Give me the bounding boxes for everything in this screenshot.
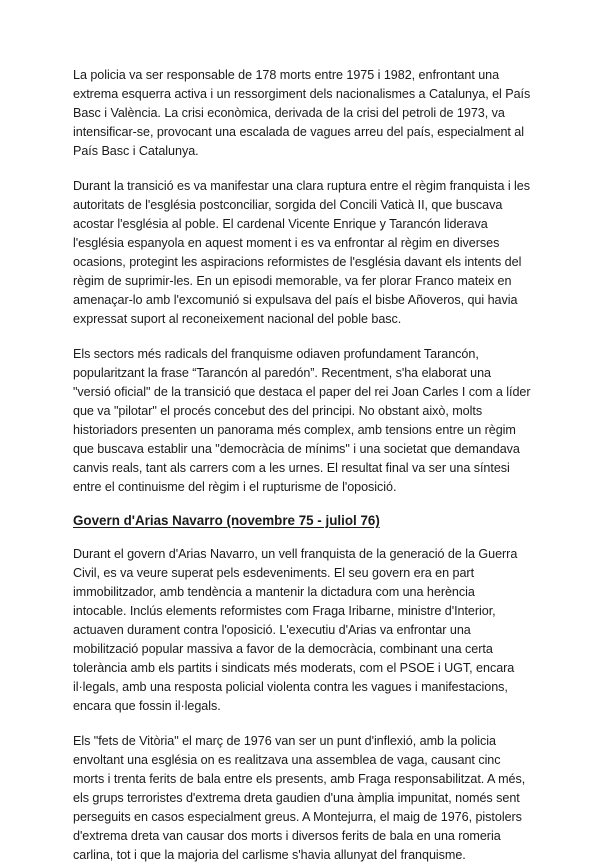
section-heading-arias-navarro: Govern d'Arias Navarro (novembre 75 - juliol 76) [73, 513, 380, 528]
document-page [73, 66, 531, 865]
paragraph-police-crisis: La policia va ser responsable de 178 morts entre 1975 i 1982, enfrontant una extrema esquerra activa i un ressorgiment dels nacionalismes a Catalunya, el País Basc i València. La crisi econòmica, derivada de la crisi del petroli de 1973, va intensificar-se, provocant una escalada de vagues arreu del país, especialment al País Basc i Catalunya. [73, 68, 531, 158]
paragraph-arias-government: Durant el govern d'Arias Navarro, un vell franquista de la generació de la Guerra Civil, es va veure superat pels esdeveniments. El seu govern era en part immobilitzador, amb tendència a mantenir la dictadura com una herència intocable. Inclús elements reformistes com Fraga Iribarne, ministre d'Interior, actuaven durament contra l'oposició. L'executiu d'Arias va enfrontar una mobilització popular massiva a favor de la democràcia, combinant una certa tolerància amb els partits i sindicats més moderats, com el PSOE i UGT, encara il·legals, amb una resposta policial violenta contra les vagues i manifestacions, encara que fossin il·legals. [73, 547, 518, 713]
paragraph-francoism-radicals: Els sectors més radicals del franquisme odiaven profundament Tarancón, popularitzant la frase “Tarancón al paredón”. Recentment, s'ha elaborat una "versió oficial" de la transició que destaca el paper del rei Joan Carles I com a líder que va "pilotar" el procés concebut des del principi. No obstant això, molts historiadors presenten un panorama més complex, amb tensions entre un règim que buscava establir una "democràcia de mínims" i una societat que demandava canvis reals, tant als carrers com a les urnes. El resultat final va ser una síntesi entre el continuisme del règim i el rupturisme de l'oposició. [73, 347, 531, 494]
paragraph-church-transition: Durant la transició es va manifestar una clara ruptura entre el règim franquista i les autoritats de l'església postconciliar, sorgida del Concili Vaticà II, que buscava acostar l'església al poble. El cardenal Vicente Enrique y Tarancón liderava l'església espanyola en aquest moment i es va enfrontar al règim en diverses ocasions, protegint les aspiracions reformistes de l'església davant els intents del règim de suprimir-les. En un episodi memorable, va fer plorar Franco mateix en amenaçar-lo amb l'excomunió si expulsava del país el bisbe Añoveros, qui havia expressat suport al reconeixement nacional del poble basc. [73, 179, 530, 326]
paragraph-vitoria-events: Els "fets de Vitòria" el març de 1976 van ser un punt d'inflexió, amb la policia envoltant una església on es realitzava una assemblea de vaga, causant cinc morts i trenta ferits de bala entre els presents, amb Fraga responsabilitzat. A més, els grups terroristes d'extrema dreta gaudien d'una àmplia impunitat, només sent perseguits en casos especialment greus. A Montejurra, el maig de 1976, pistolers d'extrema dreta van causar dos morts i diversos ferits de bala en una romeria carlina, tot i que la majoria del carlisme s'havia allunyat del franquisme. [73, 734, 526, 862]
